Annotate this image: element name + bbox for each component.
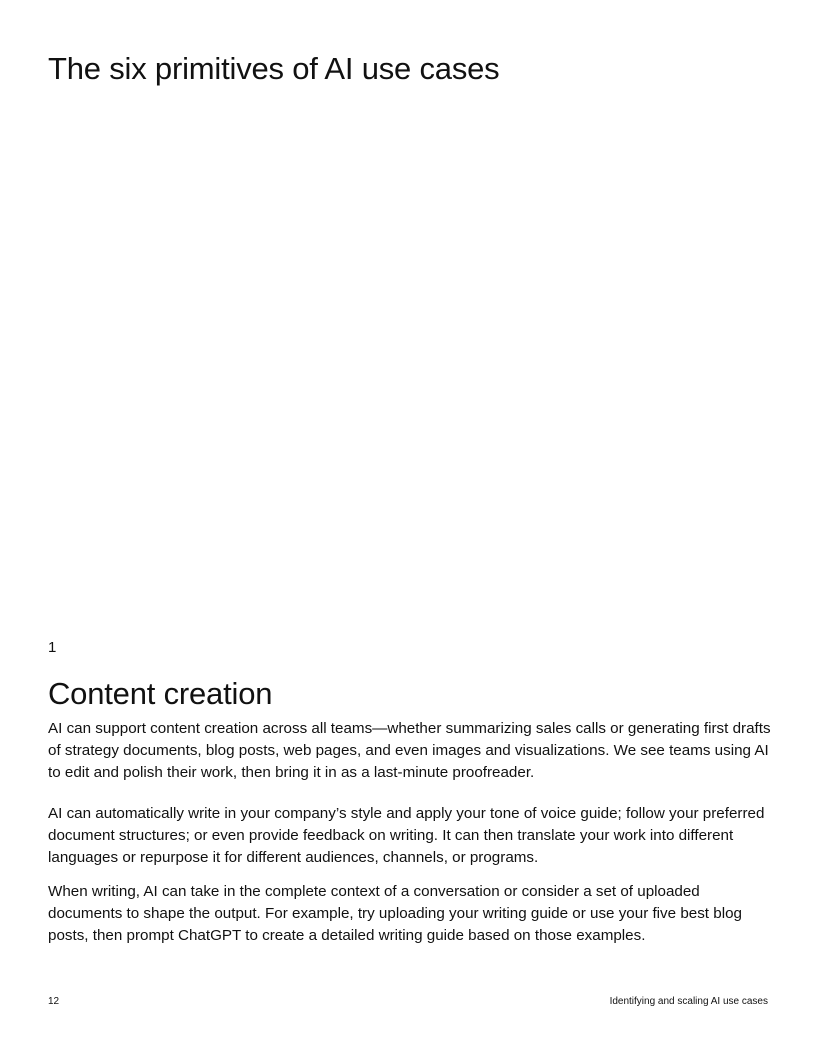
- body-paragraph-2: AI can automatically write in your company’s style and apply your tone of voice guide; follow your preferred document structures; or even provide feedback on writing. It can then translate your work into different languages or repurpose it for different audiences, channels, or programs.: [48, 805, 765, 866]
- footer-page-number: 12: [48, 996, 60, 1007]
- section-heading: Content creation: [48, 676, 273, 711]
- page-title: The six primitives of AI use cases: [48, 51, 500, 86]
- footer-document-title: Identifying and scaling AI use cases: [609, 996, 768, 1007]
- body-paragraph-1: AI can support content creation across all teams—whether summarizing sales calls or generating first drafts of strategy documents, blog posts, web pages, and even images and visualizations. We see teams using AI to edit and polish their work, then bring it in as a last-minute proofreader.: [48, 720, 771, 781]
- section-number: 1: [48, 639, 57, 656]
- body-paragraph-3: When writing, AI can take in the complete context of a conversation or consider a set of uploaded documents to shape the output. For example, try uploading your writing guide or use your five best blog posts, then prompt ChatGPT to create a detailed writing guide based on those examples.: [48, 883, 742, 944]
